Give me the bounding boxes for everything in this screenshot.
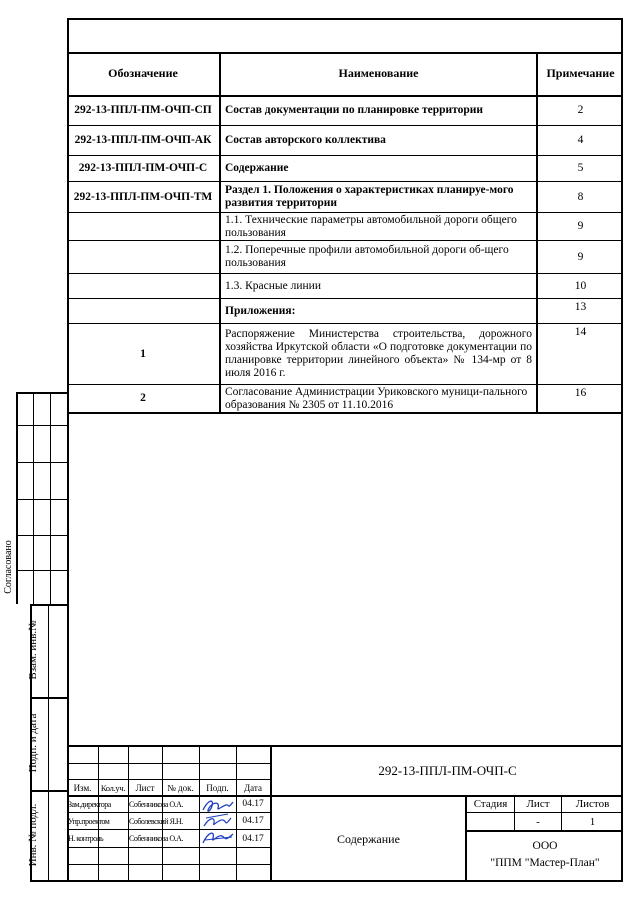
header-name: Наименование (338, 66, 419, 80)
person-date: 04.17 (242, 833, 264, 844)
row-name: Приложения: (225, 304, 296, 317)
row-name: 1.2. Поперечные профили автомобильной дороги об-щего пользования (225, 244, 509, 269)
doc-code: 292-13-ППЛ-ПМ-ОЧП-С (378, 762, 517, 778)
header-designation: Обозначение (108, 66, 178, 80)
row-code: 292-13-ППЛ-ПМ-ОЧП-ТМ (73, 190, 213, 203)
row-name: Состав документации по планировке территории (225, 104, 484, 116)
col-sheet: Лист (135, 782, 155, 793)
sign-date-label: Подп. и дата (27, 713, 39, 773)
col-count: Кол.уч. (100, 782, 126, 793)
col-doc-no: № док. (167, 782, 194, 793)
inv-orig-label: Инв. № подл. (27, 803, 39, 867)
row-code: 292-13-ППЛ-ПМ-ОЧП-СП (74, 104, 212, 116)
row-name: Состав авторского коллектива (225, 134, 386, 146)
row-code: 292-13-ППЛ-ПМ-ОЧП-С (78, 162, 208, 174)
row-name: Раздел 1. Положения о характеристиках планируе-мого развития территории (225, 184, 514, 209)
col-signature: Подп. (206, 782, 229, 793)
row-code: 2 (140, 392, 146, 404)
agreed-label: Согласовано (3, 540, 14, 594)
stage-value (467, 813, 514, 830)
row-page: 2 (577, 104, 584, 116)
person-role: Н. контроль (68, 834, 104, 843)
row-page: 8 (577, 190, 584, 203)
row-page: 13 (574, 301, 587, 313)
person-name: Собенникова О.А. (129, 799, 183, 809)
row-name: Распоряжение Министерства строительства, дорожного хозяйства Иркутской области «О подготовке документации по планировке территории линейного объекта» № 134-мр от 8 июля 2016 г. (225, 328, 532, 379)
row-code (67, 213, 219, 240)
sheet-value: - (536, 815, 540, 828)
person-role: Зам.директора (68, 799, 111, 809)
person-name: Собенникова О.А. (129, 834, 183, 843)
col-change: Изм. (73, 782, 92, 793)
org-line-2: "ППМ "Мастер-План" (490, 857, 600, 869)
row-code (67, 299, 219, 323)
row-page: 14 (574, 326, 587, 338)
person-date: 04.17 (242, 799, 264, 809)
doc-title: Содержание (337, 832, 400, 846)
row-name: Содержание (225, 162, 289, 174)
row-code (67, 241, 219, 273)
row-name: 1.1. Технические параметры автомобильной дороги общего пользования (225, 213, 517, 239)
row-page: 9 (577, 220, 584, 232)
row-name: 1.3. Красные линии (225, 279, 321, 292)
person-date: 04.17 (242, 816, 264, 826)
sheets-label: Листов (575, 798, 610, 810)
inv-replace-label: Взам. инв.№ (27, 620, 39, 680)
sheets-value: 1 (589, 815, 596, 828)
row-code (67, 274, 219, 298)
row-page: 16 (574, 387, 587, 399)
row-code: 292-13-ППЛ-ПМ-ОЧП-АК (74, 134, 212, 146)
row-page: 10 (574, 279, 587, 292)
org-line-1: ООО (532, 840, 558, 852)
row-page: 9 (577, 250, 584, 263)
row-page: 4 (577, 134, 584, 146)
row-code: 1 (140, 347, 146, 360)
row-page: 5 (577, 162, 584, 174)
signature-scribble (200, 796, 236, 848)
col-date: Дата (244, 782, 262, 793)
stage-label: Стадия (473, 798, 508, 810)
header-note: Примечание (546, 66, 615, 80)
person-name: Соболевский Я.Н. (129, 816, 183, 826)
sheet-label: Лист (526, 798, 550, 810)
row-name: Согласование Администрации Уриковского муници-пального образования № 2305 от 11.10.2016 (225, 385, 528, 411)
person-role: Упр.проектом (68, 816, 110, 826)
